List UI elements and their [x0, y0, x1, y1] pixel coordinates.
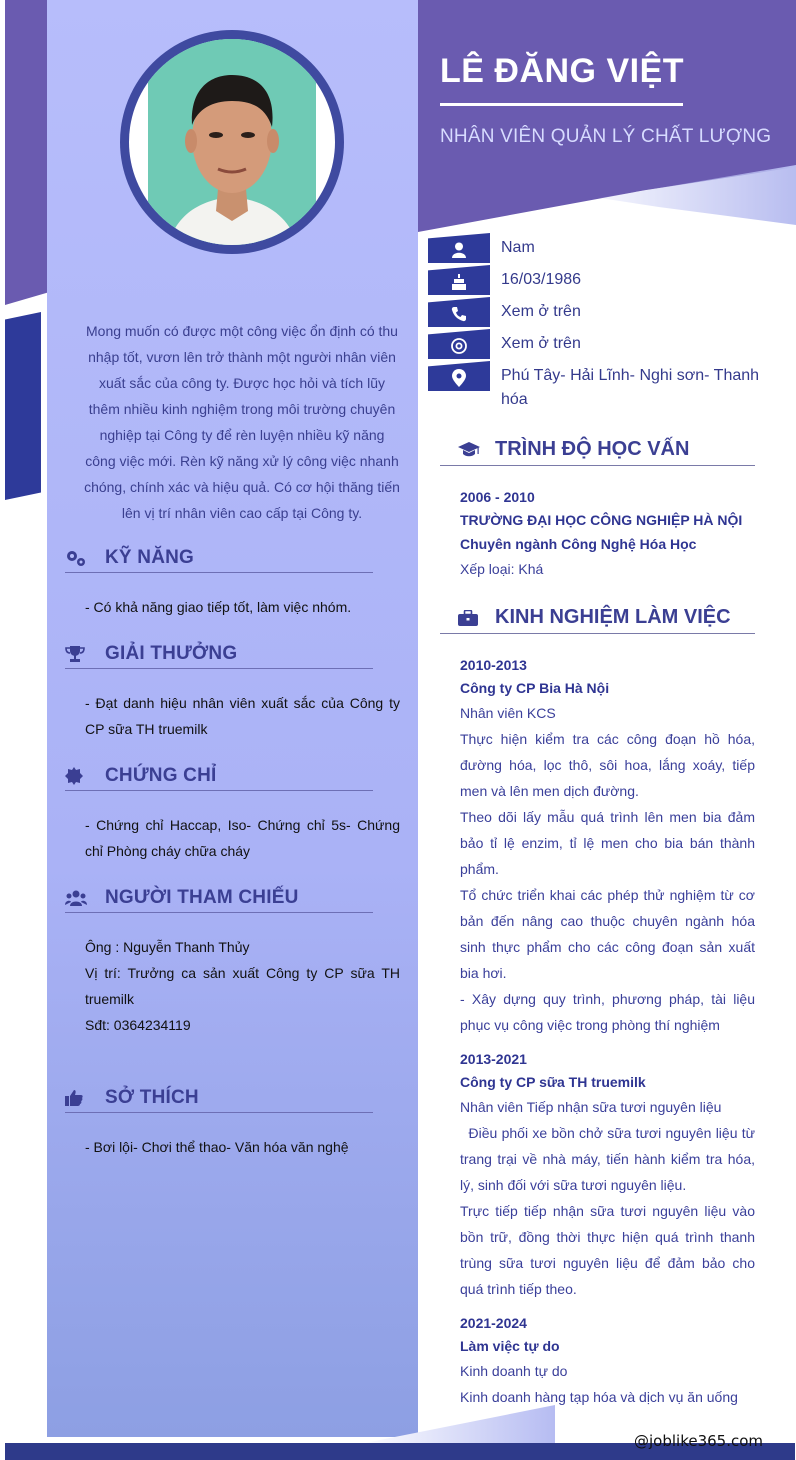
references-title: NGƯỜI THAM CHIẾU	[105, 886, 299, 908]
experience-line: Nhân viên Tiếp nhận sữa tươi nguyên liệu	[460, 1099, 722, 1115]
awards-list	[85, 690, 400, 742]
awards-section	[65, 639, 373, 669]
experience-company: Công ty CP Bia Hà Nội	[460, 680, 610, 696]
experience-line: Kinh doanh tự do	[460, 1363, 568, 1379]
education-years: 2006 - 2010	[460, 489, 535, 505]
experience-years: 2021-2024	[460, 1315, 527, 1331]
candidate-name: LÊ ĐĂNG VIỆT	[440, 52, 685, 90]
hobbies-title: SỞ THÍCH	[105, 1086, 199, 1108]
gears-icon	[65, 549, 105, 567]
job-title: NHÂN VIÊN QUẢN LÝ CHẤT LƯỢNG	[440, 126, 772, 147]
experience-line: Theo dõi lấy mẫu quá trình lên men bia đảm bảo tỉ lệ enzim, tỉ lệ men cho bia bán thành phẩm.	[460, 809, 755, 877]
experience-entry	[460, 654, 755, 1038]
watermark: @joblike365.com	[634, 1432, 764, 1450]
certificate-icon	[65, 767, 105, 785]
education-title: TRÌNH ĐỘ HỌC VẤN	[495, 438, 690, 460]
hobbies-section	[65, 1083, 373, 1113]
education-major: Chuyên ngành Công Nghệ Hóa Học	[460, 536, 697, 552]
experience-years: 2010-2013	[460, 657, 527, 673]
education-entry	[460, 486, 755, 582]
experience-line: Tổ chức triển khai các phép thử nghiệm từ cơ bản đến nâng cao thuộc chuyên ngành hóa sinh thực phẩm cho các công đoạn sản xuất bia hơi.	[460, 887, 755, 981]
experience-years: 2013-2021	[460, 1051, 527, 1067]
decor-left-middle	[5, 312, 41, 500]
skill-item: - Có khả năng giao tiếp tốt, làm việc nhóm.	[85, 599, 352, 615]
birthday-value: 16/03/1986	[501, 271, 582, 288]
reference-position: Vị trí: Trưởng ca sản xuất Công ty CP sữa TH truemilk	[85, 965, 400, 1007]
awards-title: GIẢI THƯỞNG	[105, 642, 238, 664]
education-section	[440, 434, 755, 466]
experience-line: Thực hiện kiểm tra các công đoạn hồ hóa, đường hóa, lọc thô, sôi hoa, lắng xoáy, tiếp men và lên men dịch đường.	[460, 731, 755, 799]
certificates-list	[85, 812, 400, 864]
experience-line: Điều phối xe bồn chở sữa tươi nguyên liệu từ trang trại về nhà máy, tiến hành kiểm tra hóa, lý, sinh đối với sữa tươi nguyên liệu.	[460, 1125, 759, 1193]
hobby-item: - Bơi lội- Chơi thể thao- Văn hóa văn nghệ	[85, 1139, 349, 1155]
trophy-icon	[65, 645, 105, 663]
references-section	[65, 883, 373, 913]
hobbies-list	[85, 1134, 400, 1160]
reference-phone: Sđt: 0364234119	[85, 1017, 191, 1033]
experience-company: Làm việc tự do	[460, 1338, 560, 1354]
cake-icon	[428, 265, 490, 295]
reference-name: Ông : Nguyễn Thanh Thủy	[85, 939, 250, 955]
map-pin-icon	[428, 361, 490, 391]
award-item: - Đạt danh hiệu nhân viên xuất sắc của Công ty CP sữa TH truemilk	[85, 695, 400, 737]
user-icon	[428, 233, 490, 263]
at-icon	[428, 329, 490, 359]
experience-line: Trực tiếp tiếp nhận sữa tươi nguyên liệu vào bồn trữ, đồng thời thực hiện quá trình thanh trùng sữa tươi nguyên liệu để đảm bảo cho quá trình tiếp theo.	[460, 1203, 755, 1297]
briefcase-icon	[440, 610, 495, 626]
certificate-item: - Chứng chỉ Haccap, Iso- Chứng chỉ 5s- Chứng chỉ Phòng cháy chữa cháy	[85, 817, 400, 859]
thumbs-up-icon	[65, 1090, 105, 1106]
phone-value: Xem ở trên	[501, 303, 581, 320]
certificates-section	[65, 761, 373, 791]
experience-company: Công ty CP sữa TH truemilk	[460, 1074, 646, 1090]
phone-icon	[428, 297, 490, 327]
skills-section	[65, 543, 373, 573]
experience-entry	[460, 1312, 755, 1410]
education-grade: Xếp loại: Khá	[460, 561, 544, 577]
decor-left-top	[5, 0, 47, 305]
experience-line: - Xây dựng quy trình, phương pháp, tài liệu phục vụ công việc trong phòng thí nghiệm	[460, 991, 755, 1033]
experience-section	[440, 602, 755, 634]
skills-title: KỸ NĂNG	[105, 546, 195, 568]
skills-list	[85, 594, 400, 620]
experience-entry	[460, 1048, 759, 1302]
name-underline	[440, 103, 683, 106]
avatar	[120, 30, 344, 254]
graduation-cap-icon	[440, 442, 495, 458]
experience-line: Nhân viên KCS	[460, 705, 556, 721]
certificates-title: CHỨNG CHỈ	[105, 764, 217, 786]
references-list	[85, 934, 400, 1038]
address-value: Phú Tây- Hải Lĩnh- Nghi sơn- Thanh hóa	[501, 367, 760, 408]
experience-title: KINH NGHIỆM LÀM VIỆC	[495, 606, 731, 628]
profile-photo	[148, 39, 316, 245]
education-school: TRƯỜNG ĐẠI HỌC CÔNG NGHIỆP HÀ NỘI	[460, 512, 743, 528]
career-objective: Mong muốn có được một công việc ổn định có thu nhập tốt, vươn lên trở thành một người nhân viên xuất sắc của công ty. Được học hỏi và tích lũy thêm nhiều kinh nghiệm trong môi trường chuyên nghiệp tại Công ty để rèn luyện nhiều kỹ năng công việc mới. Rèn kỹ năng xử lý công việc nhanh chóng, chính xác và hiệu quả. Có cơ hội thăng tiến lên vị trí nhân viên cao cấp tại Công ty.	[84, 323, 400, 521]
experience-line: Kinh doanh hàng tạp hóa và dịch vụ ăn uống	[460, 1389, 738, 1405]
gender-value: Nam	[501, 239, 535, 256]
email-value: Xem ở trên	[501, 335, 581, 352]
users-icon	[65, 890, 105, 906]
